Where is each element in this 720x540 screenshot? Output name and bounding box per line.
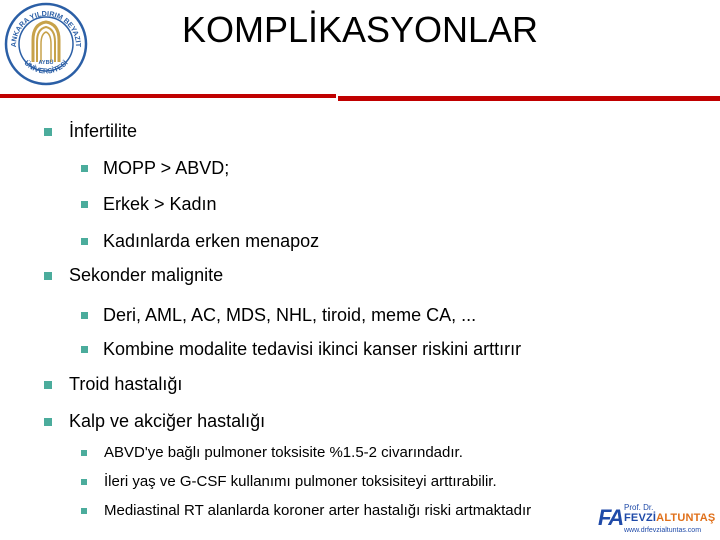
sub-bullet-item — [81, 231, 319, 252]
slide-title: KOMPLİKASYONLAR — [181, 9, 539, 50]
square-bullet-icon — [81, 238, 88, 245]
sub-bullet-text: Kadınlarda erken menapoz — [103, 231, 320, 251]
bullet-item — [44, 374, 182, 395]
brand-first-name: FEVZİ — [624, 512, 657, 524]
brand-last-name: ALTUNTAŞ — [656, 512, 716, 524]
square-bullet-icon — [44, 381, 52, 389]
bullet-item — [44, 265, 223, 286]
bullet-text: İnfertilite — [69, 121, 138, 141]
svg-text:AYBÜ: AYBÜ — [38, 60, 54, 66]
brand-name — [624, 512, 715, 524]
sub-bullet-text: Erkek > Kadın — [103, 194, 217, 214]
sub-bullet-text: MOPP > ABVD; — [103, 158, 230, 178]
sub-bullet-text: Deri, AML, AC, MDS, NHL, tiroid, meme CA, ... — [103, 305, 477, 325]
bullet-text: Troid hastalığı — [69, 374, 183, 394]
svg-text:ÜNİVERSİTESİ: ÜNİVERSİTESİ — [22, 58, 70, 76]
bullet-item — [44, 411, 265, 432]
square-bullet-icon — [81, 508, 87, 514]
author-brand-logo — [598, 503, 716, 537]
square-bullet-icon — [81, 165, 88, 172]
sub-bullet-text: İleri yaş ve G-CSF kullanımı pulmoner toksisiteyi arttırabilir. — [104, 473, 497, 490]
sub-bullet-item — [81, 502, 531, 519]
sub-bullet-text: Kombine modalite tedavisi ikinci kanser riskini arttırır — [103, 339, 522, 359]
sub-bullet-item — [81, 305, 476, 326]
sub-bullet-item — [81, 444, 463, 461]
sub-bullet-text: ABVD'ye bağlı pulmoner toksisite %1.5-2 civarındadır. — [104, 444, 463, 461]
bullet-text: Sekonder malignite — [69, 265, 224, 285]
square-bullet-icon — [44, 418, 52, 426]
square-bullet-icon — [81, 346, 88, 353]
square-bullet-icon — [81, 312, 88, 319]
square-bullet-icon — [44, 272, 52, 280]
svg-text:ANKARA YILDIRIM BEYAZIT: ANKARA YILDIRIM BEYAZIT — [8, 8, 84, 48]
sub-bullet-item — [81, 339, 521, 360]
sub-bullet-text: Mediastinal RT alanlarda koroner arter hastalığı riski artmaktadır — [104, 502, 532, 519]
sub-bullet-item — [81, 158, 229, 179]
square-bullet-icon — [81, 479, 87, 485]
square-bullet-icon — [81, 450, 87, 456]
brand-mark: FA — [598, 505, 623, 530]
sub-bullet-item — [81, 473, 497, 490]
brand-prefix: Prof. Dr. — [624, 503, 654, 512]
bullet-item — [44, 121, 137, 142]
bullet-text: Kalp ve akciğer hastalığı — [69, 411, 266, 431]
square-bullet-icon — [81, 201, 88, 208]
brand-website: www.drfevzialtuntas.com — [624, 527, 702, 534]
square-bullet-icon — [44, 128, 52, 136]
sub-bullet-item — [81, 194, 217, 215]
